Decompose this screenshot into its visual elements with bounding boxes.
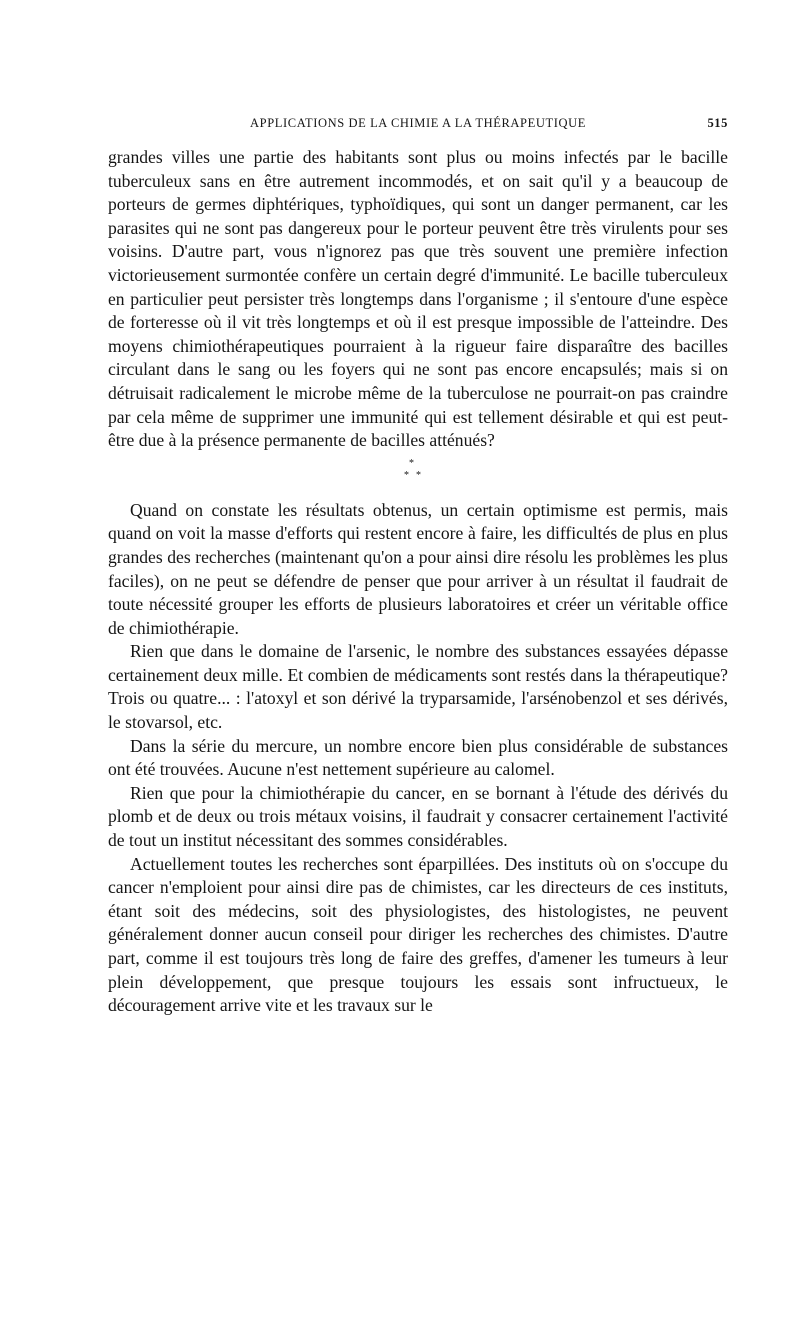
page-number: 515 (707, 116, 728, 130)
paragraph: Rien que dans le domaine de l'arsenic, le nombre des substances essayées dépasse certainement deux mille. Et combien de médicaments sont restés dans la thérapeutique? Trois ou quatre... : l'atoxyl et son dérivé la tryparsamide, l'arsénobenzol et ses dérivés, le stovarsol, etc. (108, 641, 728, 733)
section-break-asterism (108, 453, 728, 499)
running-title: APPLICATIONS DE LA CHIMIE A LA THÉRAPEUTIQUE (250, 116, 586, 130)
body-text (108, 146, 728, 1018)
running-header (108, 116, 728, 136)
paragraph: Rien que pour la chimiothérapie du cancer, en se bornant à l'étude des dérivés du plomb et de deux ou trois métaux voisins, il faudrait y consacrer certainement l'activité de tout un institut nécessitant des sommes considérables. (108, 782, 728, 851)
paragraph: Quand on constate les résultats obtenus, un certain optimisme est permis, mais quand on voit la masse d'efforts qui restent encore à faire, les difficultés de plus en plus grandes des recherches (maintenant qu'on a pour ainsi dire résolu les problèmes les plus faciles), on ne peut se défendre de penser que pour arriver à un résultat il faudrait de toute nécessité grouper les efforts de plusieurs laboratoires et créer un véritable office de chimiothérapie. (108, 499, 728, 638)
asterism-star-icon: * (404, 469, 409, 481)
asterism-star-icon: * (416, 469, 421, 481)
paragraph-continuation: grandes villes une partie des habitants sont plus ou moins infectés par le bacille tuberculeux sans en être autrement incommodés, et on sait qu'il y a beaucoup de porteurs de germes diphtériques, typhoïdiques, qui sont un danger permanent, car les parasites qui ne sont pas dangereux pour le porteur peuvent être très virulents pour ses voisins. D'autre part, vous n'ignorez pas que très souvent une première infection victorieusement surmontée confère un certain degré d'immunité. Le bacille tuberculeux en particulier peut persister très longtemps dans l'organisme ; il s'entoure d'une espèce de forteresse où il vit très longtemps et où il est presque impossible de l'atteindre. Des moyens chimiothérapeutiques pourraient à la rigueur faire disparaître des bacilles circulant dans le sang ou les foyers qui ne sont pas encore encapsulés; mais si on détruisait radicalement le microbe même de la tuberculose ne pourrait-on pas craindre par cela même de supprimer une immunité qui est tellement désirable et qui est peut-être due à la présence permanente de bacilles atténués? (108, 147, 728, 451)
paragraph: Dans la série du mercure, un nombre encore bien plus considérable de substances ont été trouvées. Aucune n'est nettement supérieure au calomel. (108, 735, 728, 780)
paragraph: Actuellement toutes les recherches sont éparpillées. Des instituts où on s'occupe du cancer n'emploient pour ainsi dire pas de chimistes, car les directeurs de ces instituts, étant soit des médecins, soit des physiologistes, des histologistes, ne peuvent généralement donner aucun conseil pour diriger les recherches des chimistes. D'autre part, comme il est toujours très long de faire des greffes, d'amener les tumeurs à leur plein développement, que presque toujours les essais sont infructueux, le découragement arrive vite et les travaux sur le (108, 853, 728, 1016)
asterism-star-icon: * (409, 457, 414, 469)
